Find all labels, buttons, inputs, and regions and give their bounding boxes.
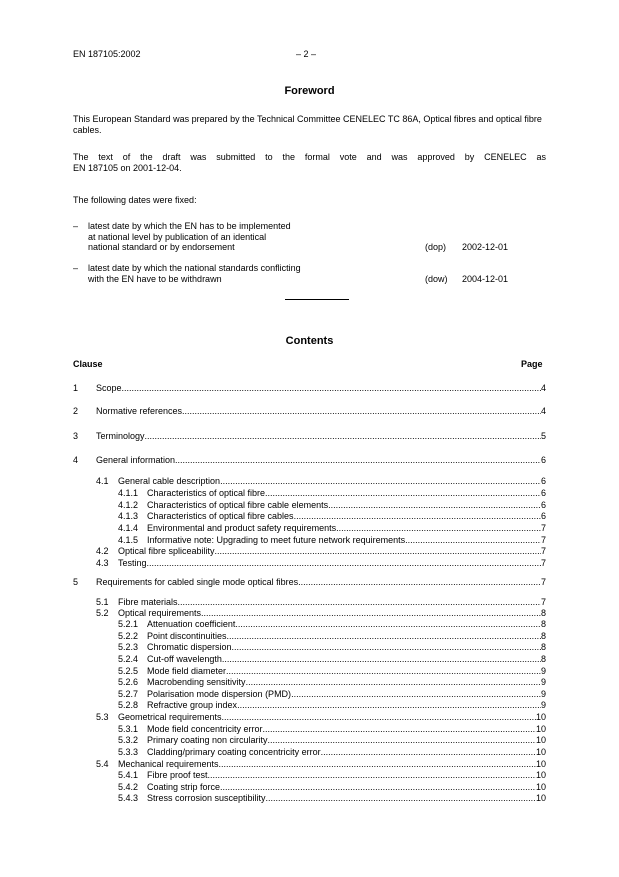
toc-entry-title: Mode field diameter — [147, 666, 227, 676]
toc-entry — [96, 546, 546, 557]
toc-entry-title: Mechanical requirements — [118, 759, 219, 769]
toc-leader-dots — [405, 535, 541, 546]
toc-leader-dots — [268, 735, 536, 746]
toc-leader-dots — [220, 476, 541, 487]
toc-entry — [118, 700, 546, 711]
toc-entry-title: Point discontinuities — [147, 631, 227, 641]
toc-entry-number: 5.3 — [96, 712, 109, 722]
toc-entry-title: Optical fibre spliceability — [118, 546, 215, 556]
toc-entry-number: 5.2.8 — [118, 700, 139, 710]
toc-entry-page: 10 — [535, 770, 546, 780]
toc-leader-dots — [291, 689, 541, 700]
toc-entry-title: Informative note: Upgrading to meet future network requirements — [147, 535, 406, 545]
toc-entry-number: 4.1.5 — [118, 535, 139, 545]
foreword-paragraph-3: The following dates were fixed: — [73, 195, 197, 205]
toc-entry — [96, 476, 546, 487]
toc-entry-page: 8 — [540, 608, 546, 618]
toc-entry — [118, 642, 546, 653]
toc-entry — [73, 455, 546, 466]
toc-leader-dots — [208, 770, 536, 781]
toc-entry-page: 10 — [535, 712, 546, 722]
toc-entry-number: 5.4 — [96, 759, 109, 769]
toc-entry-page: 7 — [540, 597, 546, 607]
date-item-text-line: latest date by which the EN has to be implemented — [88, 221, 291, 231]
toc-entry — [118, 654, 546, 665]
toc-leader-dots — [226, 666, 541, 677]
toc-leader-dots — [222, 654, 541, 665]
toc-entry-title: Refractive group index — [147, 700, 238, 710]
toc-leader-dots — [266, 793, 536, 804]
toc-entry-page: 8 — [540, 631, 546, 641]
date-item-text-line: latest date by which the national standards conflicting — [88, 263, 301, 273]
toc-leader-dots — [182, 406, 541, 417]
toc-entry-page: 7 — [540, 577, 546, 587]
foreword-paragraph-1: This European Standard was prepared by the Technical Committee CENELEC TC 86A, Optical fibres and optical fibre cables. — [73, 114, 542, 135]
toc-entry-title: Characteristics of optical fibre — [147, 488, 266, 498]
toc-entry-title: Fibre proof test — [147, 770, 208, 780]
toc-leader-dots — [219, 759, 536, 770]
toc-entry-number: 4.1.4 — [118, 523, 139, 533]
toc-entry-page: 8 — [540, 642, 546, 652]
toc-entry-page: 7 — [540, 535, 546, 545]
date-item-text-line: national standard or by endorsement — [88, 242, 235, 252]
toc-leader-dots — [145, 431, 541, 442]
toc-entry-number: 5.2.2 — [118, 631, 139, 641]
toc-entry — [118, 619, 546, 630]
toc-entry-title: Coating strip force — [147, 782, 221, 792]
toc-leader-dots — [237, 700, 541, 711]
toc-leader-dots — [215, 546, 541, 557]
toc-entry-number: 5.2.3 — [118, 642, 139, 652]
toc-entry-title: Requirements for cabled single mode optical fibres — [96, 577, 299, 587]
toc-leader-dots — [235, 619, 541, 630]
toc-entry-title: Terminology — [96, 431, 145, 441]
toc-leader-dots — [232, 642, 541, 653]
toc-leader-dots — [178, 597, 541, 608]
toc-entry-title: Polarisation mode dispersion (PMD) — [147, 689, 292, 699]
toc-entry — [118, 511, 546, 522]
date-item-date: 2004-12-01 — [462, 273, 509, 284]
toc-entry — [96, 558, 546, 569]
toc-entry-page: 5 — [540, 431, 546, 441]
toc-entry-number: 4.1.2 — [118, 500, 139, 510]
toc-entry-page: 8 — [540, 654, 546, 664]
toc-entry-number: 4.2 — [96, 546, 109, 556]
toc-entry — [118, 535, 546, 546]
toc-entry-number: 4.1.1 — [118, 488, 139, 498]
toc-entry — [118, 793, 546, 804]
toc-entry-title: Chromatic dispersion — [147, 642, 232, 652]
toc-leader-dots — [263, 724, 536, 735]
toc-entry-title: Optical requirements — [118, 608, 202, 618]
date-item-dash: – — [73, 263, 79, 273]
date-item-abbreviation: (dop) — [425, 242, 447, 252]
toc-entry-number: 5.2.7 — [118, 689, 139, 699]
toc-entry-title: Attenuation coefficient — [147, 619, 236, 629]
toc-entry — [96, 597, 546, 608]
toc-entry-title: Cut-off wavelength — [147, 654, 222, 664]
toc-entry — [118, 689, 546, 700]
toc-entry-page: 9 — [540, 666, 546, 676]
toc-entry — [118, 735, 546, 746]
toc-entry-page: 10 — [535, 747, 546, 757]
toc-entry-page: 7 — [540, 523, 546, 533]
contents-title: Contents — [285, 335, 334, 347]
toc-entry-title: Characteristics of optical fibre cables — [147, 511, 294, 521]
toc-entry-page: 6 — [540, 488, 546, 498]
toc-entry-page: 6 — [540, 500, 546, 510]
toc-entry-title: Fibre materials — [118, 597, 178, 607]
toc-entry — [118, 677, 546, 688]
toc-entry-page: 10 — [535, 759, 546, 769]
toc-entry-number: 1 — [73, 383, 79, 393]
toc-entry-page: 8 — [540, 619, 546, 629]
toc-leader-dots — [222, 712, 536, 723]
toc-leader-dots — [175, 455, 541, 466]
toc-entry — [96, 608, 546, 619]
toc-entry-title: Cladding/primary coating concentricity error — [147, 747, 321, 757]
toc-entry — [73, 383, 546, 394]
toc-entry-number: 5.3.2 — [118, 735, 139, 745]
date-item-text-line: at national level by publication of an identical — [88, 231, 267, 242]
toc-leader-dots — [227, 631, 541, 642]
toc-entry-number: 4.1.3 — [118, 511, 139, 521]
toc-entry-page: 7 — [540, 546, 546, 556]
toc-entry-title: Normative references — [96, 406, 183, 416]
foreword-paragraph-2-line-2: EN 187105 on 2001-12-04. — [73, 163, 182, 173]
toc-entry-title: Environmental and product safety requirements — [147, 523, 337, 533]
toc-leader-dots — [201, 608, 541, 619]
toc-entry-title: Macrobending sensitivity — [147, 677, 246, 687]
toc-entry-number: 5.3.1 — [118, 724, 139, 734]
toc-entry-number: 5.4.3 — [118, 793, 139, 803]
toc-entry — [73, 577, 546, 588]
toc-entry-number: 5 — [73, 577, 79, 587]
toc-leader-dots — [147, 558, 541, 569]
page-column-header: Page — [521, 359, 543, 369]
toc-entry — [96, 759, 546, 770]
toc-entry-number: 5.2.6 — [118, 677, 139, 687]
toc-entry — [118, 631, 546, 642]
toc-leader-dots — [246, 677, 541, 688]
toc-leader-dots — [321, 747, 536, 758]
toc-entry-title: Primary coating non circularity — [147, 735, 268, 745]
toc-entry-number: 5.2.1 — [118, 619, 139, 629]
toc-entry-page: 10 — [535, 735, 546, 745]
date-item-date: 2002-12-01 — [462, 242, 509, 252]
toc-entry — [118, 770, 546, 781]
toc-entry-page: 6 — [540, 476, 546, 486]
toc-leader-dots — [122, 383, 541, 394]
toc-entry-page: 9 — [540, 677, 546, 687]
toc-entry-page: 4 — [540, 383, 546, 393]
toc-entry — [118, 500, 546, 511]
section-divider — [285, 299, 349, 300]
toc-entry — [118, 724, 546, 735]
toc-entry-page: 10 — [535, 724, 546, 734]
toc-leader-dots — [328, 500, 541, 511]
toc-entry-title: Stress corrosion susceptibility — [147, 793, 266, 803]
toc-entry-title: General information — [96, 455, 176, 465]
foreword-paragraph-2-line-1: The text of the draft was submitted to the formal vote and was approved by CENELEC as — [73, 152, 546, 162]
document-id: EN 187105:2002 — [73, 49, 141, 59]
toc-entry-number: 5.4.2 — [118, 782, 139, 792]
date-item-abbreviation: (dow) — [425, 273, 448, 284]
toc-entry-number: 4.1 — [96, 476, 109, 486]
toc-entry-page: 7 — [540, 558, 546, 568]
toc-entry — [96, 712, 546, 723]
date-item-dash: – — [73, 221, 79, 231]
toc-entry — [118, 747, 546, 758]
clause-column-header: Clause — [73, 359, 103, 369]
toc-entry — [118, 523, 546, 534]
toc-entry-page: 10 — [535, 782, 546, 792]
toc-entry-number: 5.1 — [96, 597, 109, 607]
toc-entry-page: 6 — [540, 455, 546, 465]
foreword-title: Foreword — [284, 85, 335, 97]
toc-entry — [73, 406, 546, 417]
toc-entry-page: 6 — [540, 511, 546, 521]
toc-entry-number: 5.2 — [96, 608, 109, 618]
toc-entry-number: 2 — [73, 406, 79, 416]
toc-entry-page: 4 — [540, 406, 546, 416]
toc-entry-number: 5.2.4 — [118, 654, 139, 664]
toc-entry-title: Mode field concentricity error — [147, 724, 263, 734]
toc-entry-title: Scope — [96, 383, 122, 393]
toc-entry-page: 9 — [540, 700, 546, 710]
toc-entry-title: Geometrical requirements — [118, 712, 222, 722]
toc-entry — [73, 431, 546, 442]
toc-entry-number: 3 — [73, 431, 79, 441]
toc-entry-number: 5.4.1 — [118, 770, 139, 780]
toc-entry-number: 4 — [73, 455, 79, 465]
page-number: – 2 – — [296, 49, 317, 59]
toc-leader-dots — [220, 782, 536, 793]
toc-entry — [118, 782, 546, 793]
toc-entry-number: 5.3.3 — [118, 747, 139, 757]
toc-leader-dots — [298, 577, 541, 588]
toc-entry-page: 9 — [540, 689, 546, 699]
toc-entry-number: 4.3 — [96, 558, 109, 568]
toc-leader-dots — [265, 488, 541, 499]
toc-entry-number: 5.2.5 — [118, 666, 139, 676]
toc-leader-dots — [336, 523, 541, 534]
toc-entry-title: Characteristics of optical fibre cable elements — [147, 500, 329, 510]
toc-entry — [118, 666, 546, 677]
toc-entry-page: 10 — [535, 793, 546, 803]
toc-entry-title: General cable description — [118, 476, 221, 486]
toc-leader-dots — [294, 511, 541, 522]
toc-entry-title: Testing — [118, 558, 147, 568]
toc-entry — [118, 488, 546, 499]
date-item-text-line: with the EN have to be withdrawn — [88, 273, 222, 284]
